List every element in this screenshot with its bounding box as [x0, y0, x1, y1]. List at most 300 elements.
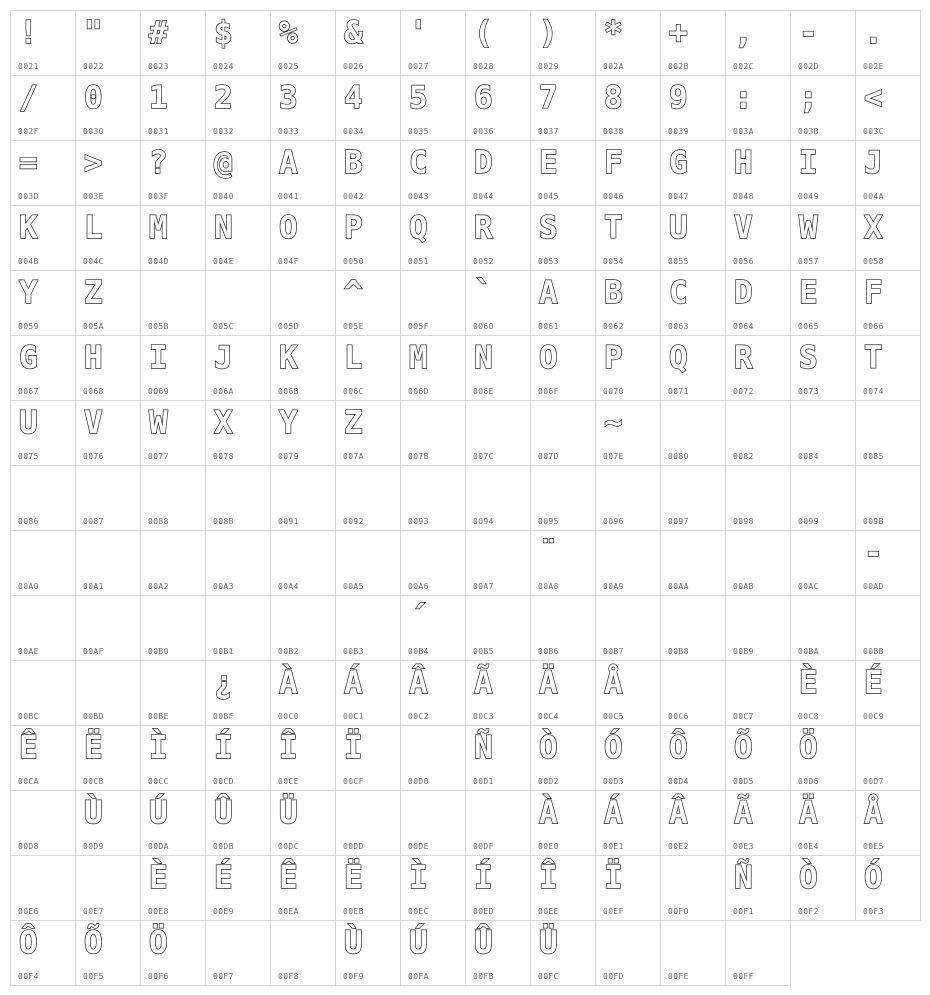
glyph-cell: [206, 271, 271, 336]
glyph-cell: [531, 336, 596, 401]
glyph-char: ;: [799, 80, 818, 116]
glyph-cell: [11, 141, 76, 206]
glyph-code: 0048: [733, 192, 754, 201]
glyph-cell: [401, 596, 466, 661]
glyph-cell: [791, 531, 856, 596]
glyph-char: +: [669, 15, 688, 51]
glyph-code: 007D: [538, 452, 559, 461]
glyph-cell: [271, 596, 336, 661]
glyph-cell: [596, 791, 661, 856]
glyph-char: W: [799, 210, 818, 246]
glyph-cell: [661, 336, 726, 401]
glyph-code: 00ED: [473, 907, 494, 916]
glyph-code: 003B: [798, 127, 819, 136]
glyph-code: 007C: [473, 452, 494, 461]
glyph-cell: [206, 11, 271, 76]
glyph-char: Á: [604, 795, 623, 831]
glyph-char: =: [19, 145, 38, 181]
glyph-cell: [271, 401, 336, 466]
glyph-cell: [76, 11, 141, 76]
glyph-cell: [336, 726, 401, 791]
glyph-char: É: [864, 665, 883, 701]
glyph-code: 0092: [343, 517, 364, 526]
glyph-cell: [336, 76, 401, 141]
glyph-cell: [661, 531, 726, 596]
glyph-cell: [336, 531, 401, 596]
glyph-cell: [141, 791, 206, 856]
glyph-char: 8: [604, 80, 623, 116]
glyph-code: 0095: [538, 517, 559, 526]
glyph-code: 004F: [278, 257, 299, 266]
glyph-code: 0063: [668, 322, 689, 331]
glyph-cell: [856, 401, 921, 466]
glyph-char: Å: [604, 665, 623, 701]
glyph-code: 00DA: [148, 842, 169, 851]
glyph-code: 00D1: [473, 777, 494, 786]
glyph-code: 006D: [408, 387, 429, 396]
glyph-cell: [401, 271, 466, 336]
glyph-cell: [401, 336, 466, 401]
glyph-char: O: [539, 340, 558, 376]
glyph-cell: [76, 401, 141, 466]
glyph-cell: [856, 11, 921, 76]
glyph-code: 0069: [148, 387, 169, 396]
glyph-char: P: [604, 340, 623, 376]
glyph-cell: [336, 11, 401, 76]
glyph-cell: [531, 856, 596, 921]
glyph-code: 002A: [603, 62, 624, 71]
glyph-code: 00F1: [733, 907, 754, 916]
glyph-cell: [11, 206, 76, 271]
glyph-code: 0088: [148, 517, 169, 526]
glyph-code: 0039: [668, 127, 689, 136]
glyph-char: F: [864, 275, 883, 311]
glyph-code: 0031: [148, 127, 169, 136]
glyph-char: 5: [409, 80, 428, 116]
glyph-cell: [336, 856, 401, 921]
glyph-char: Ï: [344, 730, 363, 766]
glyph-cell: [76, 921, 141, 986]
glyph-cell: [596, 596, 661, 661]
glyph-code: 00FB: [473, 972, 494, 981]
glyph-char: R: [474, 210, 493, 246]
glyph-char: B: [344, 145, 363, 181]
glyph-code: 006A: [213, 387, 234, 396]
glyph-code: 005C: [213, 322, 234, 331]
glyph-code: 0023: [148, 62, 169, 71]
glyph-cell: [791, 596, 856, 661]
glyph-code: 00EE: [538, 907, 559, 916]
glyph-code: 00E9: [213, 907, 234, 916]
glyph-cell: [76, 76, 141, 141]
glyph-code: 0051: [408, 257, 429, 266]
glyph-cell: [76, 336, 141, 401]
glyph-char: E: [539, 145, 558, 181]
glyph-cell: [726, 206, 791, 271]
glyph-code: 00D3: [603, 777, 624, 786]
glyph-char: 0: [84, 80, 103, 116]
glyph-cell: [596, 336, 661, 401]
glyph-char: J: [864, 145, 883, 181]
glyph-code: 0028: [473, 62, 494, 71]
glyph-cell: [726, 401, 791, 466]
glyph-cell: [141, 856, 206, 921]
glyph-code: 00D2: [538, 777, 559, 786]
glyph-cell: [661, 76, 726, 141]
glyph-cell: [726, 76, 791, 141]
glyph-cell: [466, 336, 531, 401]
glyph-code: 00C9: [863, 712, 884, 721]
glyph-code: 0032: [213, 127, 234, 136]
glyph-char: Q: [669, 340, 688, 376]
glyph-char: Ù: [344, 925, 363, 961]
glyph-cell: [856, 791, 921, 856]
glyph-cell: [466, 791, 531, 856]
glyph-cell: [401, 11, 466, 76]
glyph-code: 00A8: [538, 582, 559, 591]
glyph-char: 9: [669, 80, 688, 116]
glyph-cell: [401, 856, 466, 921]
glyph-cell: [726, 336, 791, 401]
glyph-char: Î: [279, 730, 298, 766]
glyph-code: 0021: [18, 62, 39, 71]
glyph-code: 0071: [668, 387, 689, 396]
glyph-cell: [856, 206, 921, 271]
glyph-code: 00C8: [798, 712, 819, 721]
glyph-char: K: [19, 210, 38, 246]
glyph-code: 0052: [473, 257, 494, 266]
glyph-cell: [791, 11, 856, 76]
glyph-cell: [596, 206, 661, 271]
glyph-cell: [141, 921, 206, 986]
glyph-char: Ì: [149, 730, 168, 766]
glyph-code: 0094: [473, 517, 494, 526]
glyph-cell: [271, 76, 336, 141]
glyph-code: 00E4: [798, 842, 819, 851]
glyph-cell: [206, 401, 271, 466]
glyph-code: 00DF: [473, 842, 494, 851]
glyph-code: 00FF: [733, 972, 754, 981]
glyph-char: -: [799, 15, 818, 51]
glyph-cell: [401, 76, 466, 141]
glyph-char: É: [214, 860, 233, 896]
glyph-cell: [791, 726, 856, 791]
glyph-code: 004A: [863, 192, 884, 201]
glyph-char: >: [84, 145, 103, 181]
glyph-char: Â: [669, 795, 688, 831]
glyph-code: 0053: [538, 257, 559, 266]
glyph-cell: [531, 596, 596, 661]
glyph-cell: [76, 466, 141, 531]
glyph-cell: [336, 466, 401, 531]
glyph-cell: [401, 791, 466, 856]
glyph-char: D: [474, 145, 493, 181]
glyph-code: 0099: [798, 517, 819, 526]
glyph-char: P: [344, 210, 363, 246]
glyph-code: 0054: [603, 257, 624, 266]
glyph-code: 003F: [148, 192, 169, 201]
glyph-cell: [856, 336, 921, 401]
glyph-code: 004B: [18, 257, 39, 266]
glyph-char: #: [149, 15, 168, 51]
glyph-code: 002D: [798, 62, 819, 71]
glyph-code: 00DC: [278, 842, 299, 851]
glyph-cell: [726, 141, 791, 206]
glyph-cell: [206, 596, 271, 661]
glyph-cell: [596, 466, 661, 531]
glyph-code: 004E: [213, 257, 234, 266]
glyph-char: À: [279, 665, 298, 701]
glyph-code: 005A: [83, 322, 104, 331]
glyph-cell: [661, 401, 726, 466]
glyph-code: 00AC: [798, 582, 819, 591]
glyph-char: X: [864, 210, 883, 246]
glyph-code: 00D8: [18, 842, 39, 851]
glyph-cell: [336, 661, 401, 726]
glyph-cell: [336, 336, 401, 401]
glyph-cell: [206, 921, 271, 986]
glyph-cell: [466, 856, 531, 921]
glyph-code: 006B: [278, 387, 299, 396]
glyph-code: 0079: [278, 452, 299, 461]
glyph-code: 009B: [863, 517, 884, 526]
glyph-cell: [141, 76, 206, 141]
glyph-cell: [11, 596, 76, 661]
glyph-code: 0086: [18, 517, 39, 526]
glyph-cell: [271, 726, 336, 791]
glyph-char: C: [669, 275, 688, 311]
glyph-code: 00A0: [18, 582, 39, 591]
glyph-cell: [726, 661, 791, 726]
glyph-code: 00CA: [18, 777, 39, 786]
glyph-code: 00EB: [343, 907, 364, 916]
glyph-cell: [791, 661, 856, 726]
glyph-char: K: [279, 340, 298, 376]
glyph-code: 002F: [18, 127, 39, 136]
glyph-cell: [141, 531, 206, 596]
glyph-char: ¿: [214, 665, 233, 701]
glyph-code: 00F0: [668, 907, 689, 916]
glyph-code: 00AA: [668, 582, 689, 591]
glyph-code: 008B: [213, 517, 234, 526]
glyph-cell: [336, 141, 401, 206]
glyph-char: Ô: [19, 925, 38, 961]
glyph-code: 0038: [603, 127, 624, 136]
glyph-code: 00EF: [603, 907, 624, 916]
glyph-cell: [791, 141, 856, 206]
glyph-cell: [856, 661, 921, 726]
glyph-char: `: [474, 275, 493, 311]
glyph-cell: [791, 856, 856, 921]
glyph-cell: [466, 141, 531, 206]
glyph-cell: [466, 596, 531, 661]
glyph-char: Ó: [864, 860, 883, 896]
glyph-code: 00B9: [733, 647, 754, 656]
glyph-cell: [596, 141, 661, 206]
glyph-cell: [726, 531, 791, 596]
glyph-code: 0041: [278, 192, 299, 201]
glyph-code: 00BA: [798, 647, 819, 656]
glyph-code: 00C2: [408, 712, 429, 721]
glyph-char: Ü: [279, 795, 298, 831]
glyph-char: C: [409, 145, 428, 181]
glyph-cell: [726, 921, 791, 986]
glyph-char: &: [344, 15, 363, 51]
glyph-char: Ú: [149, 795, 168, 831]
glyph-code: 0084: [798, 452, 819, 461]
glyph-code: 00B8: [668, 647, 689, 656]
glyph-cell: [791, 466, 856, 531]
glyph-cell: [141, 271, 206, 336]
glyph-char: 6: [474, 80, 493, 116]
glyph-cell: [336, 401, 401, 466]
glyph-cell: [271, 661, 336, 726]
glyph-code: 0029: [538, 62, 559, 71]
glyph-code: 0033: [278, 127, 299, 136]
glyph-char: *: [604, 15, 623, 51]
glyph-code: 0098: [733, 517, 754, 526]
glyph-char: Ö: [149, 925, 168, 961]
glyph-code: 0065: [798, 322, 819, 331]
glyph-char: Ë: [84, 730, 103, 766]
glyph-code: 003A: [733, 127, 754, 136]
glyph-char: U: [19, 405, 38, 441]
glyph-cell: [11, 466, 76, 531]
glyph-char: O: [279, 210, 298, 246]
glyph-char: G: [669, 145, 688, 181]
glyph-code: 00AB: [733, 582, 754, 591]
glyph-cell: [726, 726, 791, 791]
glyph-code: 0046: [603, 192, 624, 201]
glyph-cell: [661, 791, 726, 856]
glyph-cell: [791, 271, 856, 336]
glyph-code: 0087: [83, 517, 104, 526]
glyph-char: Ö: [799, 730, 818, 766]
glyph-char: 2: [214, 80, 233, 116]
glyph-cell: [336, 271, 401, 336]
glyph-code: 0061: [538, 322, 559, 331]
glyph-code: 00E2: [668, 842, 689, 851]
glyph-code: 00C7: [733, 712, 754, 721]
glyph-code: 002B: [668, 62, 689, 71]
glyph-code: 00C6: [668, 712, 689, 721]
glyph-char: Ê: [19, 730, 38, 766]
glyph-char: L: [344, 340, 363, 376]
glyph-cell: [401, 531, 466, 596]
glyph-char: V: [734, 210, 753, 246]
glyph-char: È: [149, 860, 168, 896]
glyph-cell: [466, 466, 531, 531]
glyph-cell: [531, 76, 596, 141]
glyph-cell: [661, 141, 726, 206]
glyph-cell: [401, 141, 466, 206]
glyph-char: :: [734, 80, 753, 116]
glyph-code: 00CC: [148, 777, 169, 786]
glyph-cell: [206, 791, 271, 856]
glyph-char: À: [539, 795, 558, 831]
glyph-cell: [531, 661, 596, 726]
glyph-cell: [791, 401, 856, 466]
glyph-code: 00B6: [538, 647, 559, 656]
glyph-code: 0030: [83, 127, 104, 136]
glyph-code: 003E: [83, 192, 104, 201]
glyph-code: 00E7: [83, 907, 104, 916]
glyph-code: 00C5: [603, 712, 624, 721]
glyph-code: 0025: [278, 62, 299, 71]
glyph-cell: [11, 856, 76, 921]
glyph-code: 00AD: [863, 582, 884, 591]
glyph-cell: [596, 531, 661, 596]
glyph-code: 002C: [733, 62, 754, 71]
glyph-char: ?: [149, 145, 168, 181]
glyph-code: 0056: [733, 257, 754, 266]
glyph-cell: [856, 856, 921, 921]
glyph-code: 0062: [603, 322, 624, 331]
glyph-char: -: [864, 535, 883, 571]
glyph-char: I: [149, 340, 168, 376]
glyph-code: 0036: [473, 127, 494, 136]
glyph-code: 0080: [668, 452, 689, 461]
glyph-cell: [76, 596, 141, 661]
glyph-cell: [726, 466, 791, 531]
glyph-code: 0096: [603, 517, 624, 526]
glyph-code: 00FE: [668, 972, 689, 981]
glyph-cell: [271, 856, 336, 921]
glyph-code: 005E: [343, 322, 364, 331]
glyph-char: 3: [279, 80, 298, 116]
glyph-code: 00B2: [278, 647, 299, 656]
glyph-cell: [336, 921, 401, 986]
glyph-char: Ê: [279, 860, 298, 896]
glyph-code: 00EC: [408, 907, 429, 916]
glyph-code: 0072: [733, 387, 754, 396]
glyph-cell: [661, 596, 726, 661]
glyph-code: 00E1: [603, 842, 624, 851]
glyph-cell: [76, 791, 141, 856]
glyph-char: Í: [214, 730, 233, 766]
glyph-code: 0066: [863, 322, 884, 331]
glyph-cell: [531, 206, 596, 271]
glyph-code: 005B: [148, 322, 169, 331]
glyph-cell: [11, 921, 76, 986]
glyph-code: 0035: [408, 127, 429, 136]
glyph-cell: [271, 11, 336, 76]
glyph-code: 00B4: [408, 647, 429, 656]
glyph-char: Ù: [84, 795, 103, 831]
glyph-cell: [76, 856, 141, 921]
glyph-code: 00D5: [733, 777, 754, 786]
glyph-code: 007B: [408, 452, 429, 461]
glyph-code: 0070: [603, 387, 624, 396]
glyph-char: F: [604, 145, 623, 181]
glyph-code: 00B7: [603, 647, 624, 656]
glyph-cell: [206, 531, 271, 596]
glyph-cell: [11, 336, 76, 401]
glyph-code: 00AE: [18, 647, 39, 656]
glyph-code: 0034: [343, 127, 364, 136]
glyph-cell: [76, 141, 141, 206]
glyph-cell: [791, 336, 856, 401]
glyph-cell: [856, 726, 921, 791]
glyph-cell: [11, 531, 76, 596]
glyph-cell: [76, 206, 141, 271]
glyph-cell: [466, 76, 531, 141]
glyph-char: ): [539, 15, 558, 51]
glyph-code: 004D: [148, 257, 169, 266]
glyph-char: Ô: [669, 730, 688, 766]
glyph-char: Å: [864, 795, 883, 831]
glyph-code: 0049: [798, 192, 819, 201]
